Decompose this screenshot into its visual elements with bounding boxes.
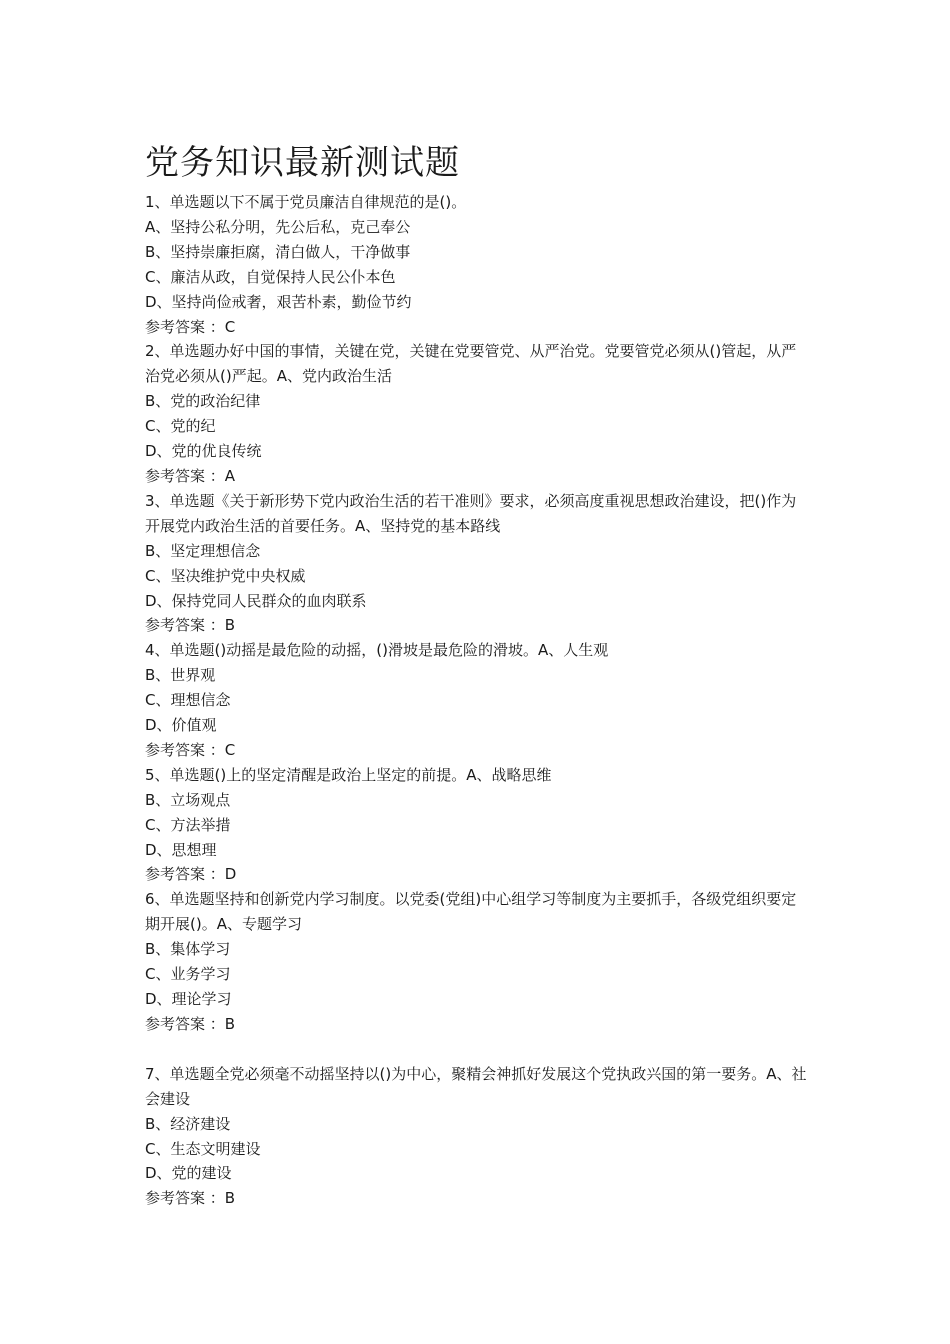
answer-option: D、价值观	[145, 716, 217, 735]
answer-option: B、集体学习	[145, 940, 231, 959]
question-stem: 4、单选题()动摇是最危险的动摇，()滑坡是最危险的滑坡。A、人生观	[145, 641, 609, 660]
answer-option: D、坚持尚俭戒奢，艰苦朴素，勤俭节约	[145, 292, 412, 311]
answer-option: C、坚决维护党中央权威	[145, 566, 306, 585]
question-stem: 2、单选题办好中国的事情，关键在党，关键在党要管党、从严治党。党要管党必须从()管起，从严治党必须从()严起。A、党内政治生活	[145, 342, 797, 386]
question-block	[145, 1062, 810, 1211]
question-list	[145, 190, 810, 1211]
question-block	[145, 489, 810, 638]
answer-option: B、坚持崇廉拒腐，清白做人，干净做事	[145, 242, 411, 261]
question-stem: 1、单选题以下不属于党员廉洁自律规范的是()。	[145, 193, 467, 211]
reference-answer: 参考答案 ：D	[145, 865, 237, 884]
reference-answer: 参考答案 ：C	[145, 740, 236, 759]
reference-answer: 参考答案 ：B	[145, 1189, 236, 1208]
answer-option: D、保持党同人民群众的血肉联系	[145, 591, 367, 610]
question-stem: 7、单选题全党必须毫不动摇坚持以()为中心，聚精会神抓好发展这个党执政兴国的第一要务。A、社会建设	[145, 1064, 807, 1108]
question-stem: 3、单选题《关于新形势下党内政治生活的若干准则》要求，必须高度重视思想政治建设，把()作为开展党内政治生活的首要任务。A、坚持党的基本路线	[145, 491, 797, 535]
answer-option: C、理想信念	[145, 691, 231, 710]
answer-option: D、理论学习	[145, 990, 232, 1008]
document-title: 党务知识最新测试题	[145, 143, 460, 183]
answer-option: B、经济建设	[145, 1114, 231, 1133]
reference-answer: 参考答案 ：B	[145, 1014, 236, 1033]
question-stem: 6、单选题坚持和创新党内学习制度。以党委(党组)中心组学习等制度为主要抓手，各级党组织要定期开展()。A、专题学习	[145, 890, 797, 934]
answer-option: C、廉洁从政，自觉保持人民公仆本色	[145, 267, 396, 286]
answer-option: D、党的建设	[145, 1164, 232, 1183]
section-gap	[145, 1037, 810, 1062]
question-stem: 5、单选题()上的坚定清醒是政治上坚定的前提。A、战略思维	[145, 765, 552, 784]
reference-answer: 参考答案 ：C	[145, 317, 236, 336]
question-block	[145, 638, 810, 763]
answer-option: C、方法举措	[145, 815, 231, 834]
answer-option: D、党的优良传统	[145, 442, 262, 461]
question-block	[145, 763, 810, 888]
answer-option: B、世界观	[145, 666, 216, 685]
answer-option: C、生态文明建设	[145, 1139, 261, 1158]
answer-option: B、立场观点	[145, 790, 231, 809]
reference-answer: 参考答案 ：A	[145, 466, 236, 485]
answer-option: D、思想理	[145, 840, 217, 859]
reference-answer: 参考答案 ：B	[145, 616, 236, 635]
answer-option: B、党的政治纪律	[145, 392, 261, 411]
answer-option: A、坚持公私分明，先公后私，克己奉公	[145, 217, 411, 236]
answer-option: C、党的纪	[145, 417, 216, 436]
question-block	[145, 339, 810, 488]
question-block	[145, 190, 810, 339]
question-block	[145, 887, 810, 1036]
answer-option: C、业务学习	[145, 965, 231, 984]
document-page	[145, 140, 810, 1211]
answer-option: B、坚定理想信念	[145, 541, 261, 560]
